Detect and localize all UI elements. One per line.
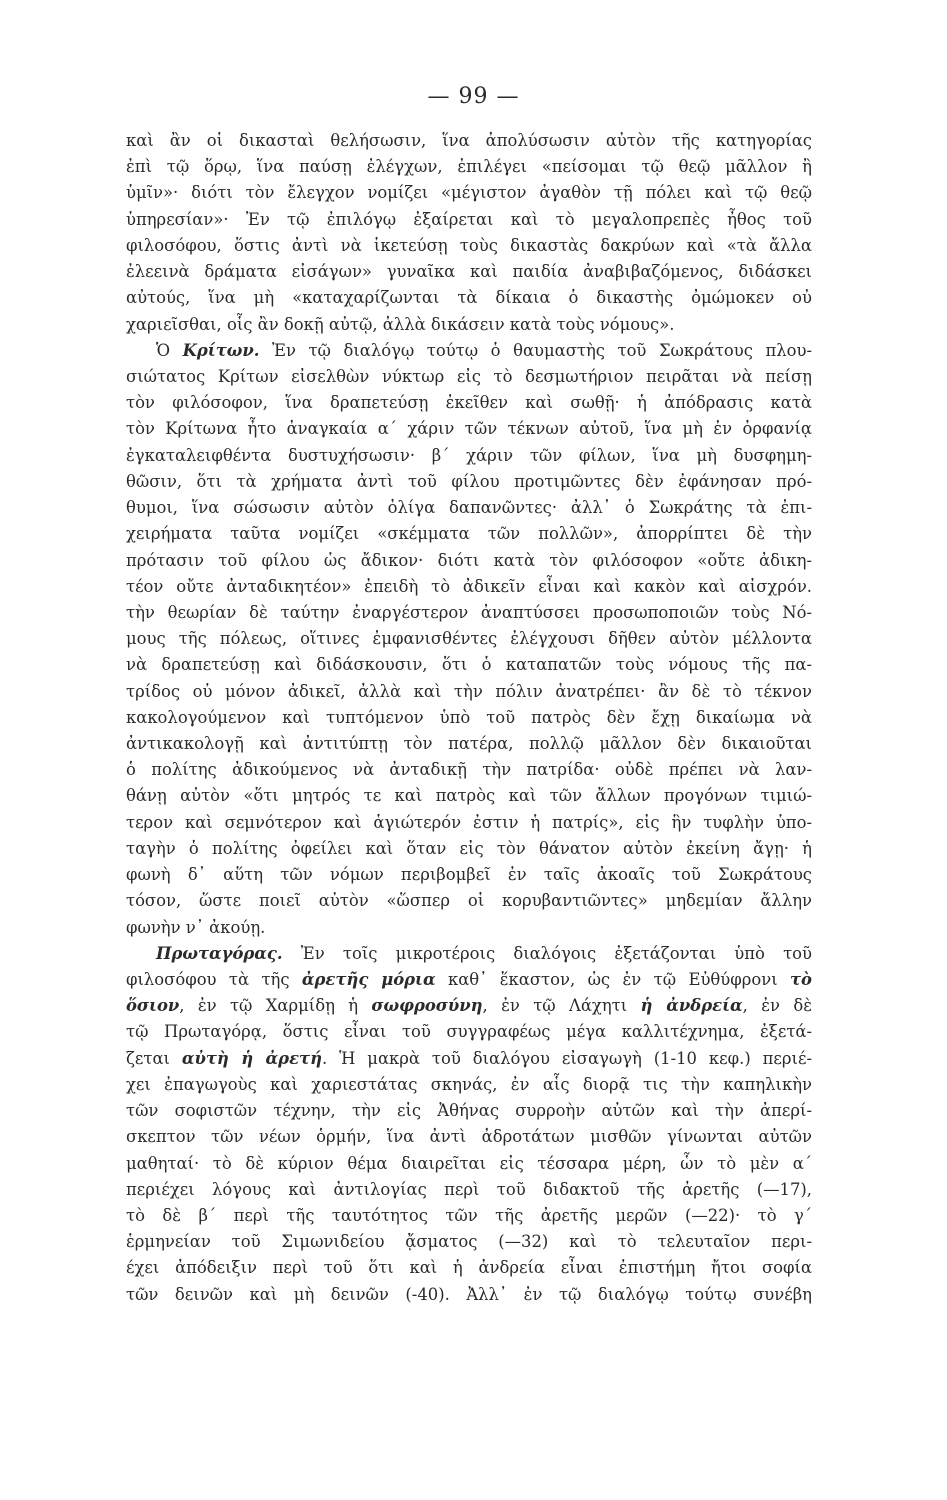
text-segment: τὸ δὲ β΄ περὶ τῆς ταυτότητος τῶν τῆς ἀρετῆς μερῶν (—22)· τὸ γ΄ bbox=[126, 1205, 812, 1225]
text-segment: . Ἡ μακρὰ τοῦ διαλόγου εἰσαγωγὴ (1-10 κεφ.) περιέ- bbox=[321, 1048, 812, 1068]
text-line bbox=[126, 679, 812, 705]
text-segment: ὑπηρεσίαν»· Ἐν τῷ ἐπιλόγῳ ἐξαίρεται καὶ τὸ μεγαλοπρεπὲς ἦθος τοῦ bbox=[126, 209, 812, 229]
text-segment: θῶσιν, ὅτι τὰ χρήματα ἀντὶ τοῦ φίλου προτιμῶντες δὲν ἐφάνησαν πρό- bbox=[126, 471, 812, 491]
text-line bbox=[126, 1098, 812, 1124]
text-line bbox=[126, 548, 812, 574]
text-line bbox=[126, 1203, 812, 1229]
text-segment: ἐπὶ τῷ ὅρῳ, ἵνα παύσῃ ἐλέγχων, ἐπιλέγει «πείσομαι τῷ θεῷ μᾶλλον ἢ bbox=[126, 157, 812, 177]
text-segment: ἐγκαταλειφθέντα δυστυχήσωσιν· β΄ χάριν τῶν φίλων, ἵνα μὴ δυσφημη- bbox=[126, 445, 812, 465]
emphasized-text: Πρωταγόρας. bbox=[156, 943, 283, 963]
text-line bbox=[126, 207, 812, 233]
text-line bbox=[126, 443, 812, 469]
text-line bbox=[126, 364, 812, 390]
emphasized-text: ὅσιον bbox=[126, 996, 180, 1016]
text-line bbox=[126, 180, 812, 206]
emphasized-text: αὐτὴ ἡ ἀρετή bbox=[181, 1048, 322, 1068]
text-line bbox=[126, 757, 812, 783]
emphasized-text: τὸ bbox=[790, 970, 812, 989]
text-line bbox=[126, 1282, 812, 1308]
text-line bbox=[126, 731, 812, 757]
text-segment: Ἐν τοῖς μικροτέροις διαλόγοις ἐξετάζονται ὑπὸ τοῦ bbox=[282, 943, 812, 963]
text-line bbox=[126, 888, 812, 914]
text-line bbox=[126, 521, 812, 547]
text-line bbox=[126, 154, 812, 180]
text-segment: ἀντικακολογῇ καὶ ἀντιτύπτῃ τὸν πατέρα, πολλῷ μᾶλλον δὲν δικαιοῦται bbox=[126, 734, 812, 754]
emphasized-text: Κρίτων. bbox=[182, 340, 260, 360]
text-line bbox=[126, 967, 812, 993]
text-segment: χαριεῖσθαι, οἷς ἂν δοκῇ αὐτῷ, ἀλλὰ δικάσειν κατὰ τοὺς νόμους». bbox=[126, 314, 675, 334]
text-segment: καὶ ἂν οἱ δικασταὶ θελήσωσιν, ἵνα ἀπολύσωσιν αὐτὸν τῆς κατηγορίας bbox=[126, 131, 812, 150]
text-line bbox=[126, 1229, 812, 1255]
text-line bbox=[126, 1046, 812, 1072]
text-segment: τέον οὔτε ἀνταδικητέον» ἐπειδὴ τὸ ἀδικεῖν εἶναι καὶ κακὸν καὶ αἰσχρόν. bbox=[126, 576, 812, 596]
text-line bbox=[126, 862, 812, 888]
text-segment: κακολογούμενον καὶ τυπτόμενον ὑπὸ τοῦ πατρὸς δὲν ἔχῃ δικαίωμα νὰ bbox=[126, 707, 812, 727]
text-line bbox=[126, 652, 812, 678]
text-segment: μαθηταί· τὸ δὲ κύριον θέμα διαιρεῖται εἰς τέσσαρα μέρη, ὧν τὸ μὲν α΄ bbox=[126, 1153, 812, 1173]
text-line bbox=[126, 600, 812, 626]
text-line bbox=[126, 128, 812, 154]
text-segment: φωνὴν ν᾽ ἀκούῃ. bbox=[126, 917, 266, 937]
text-line bbox=[126, 312, 812, 338]
emphasized-text: σωφροσύνη bbox=[371, 996, 483, 1016]
text-line bbox=[126, 390, 812, 416]
text-line bbox=[126, 810, 812, 836]
text-line bbox=[126, 469, 812, 495]
text-segment: νὰ δραπετεύσῃ καὶ διδάσκουσιν, ὅτι ὁ καταπατῶν τοὺς νόμους τῆς πα- bbox=[126, 655, 812, 675]
text-line bbox=[126, 705, 812, 731]
text-line bbox=[126, 993, 812, 1019]
text-segment: έχει ἀπόδειξιν περὶ τοῦ ὅτι καὶ ἡ ἀνδρεία εἶναι ἐπιστήμη ἤτοι σοφία bbox=[126, 1258, 812, 1278]
text-line bbox=[126, 1019, 812, 1045]
text-segment: τὸν Κρίτωνα ἦτο ἀναγκαία α΄ χάριν τῶν τέκνων αὐτοῦ, ἵνα μὴ ἐν ὀρφανίᾳ bbox=[126, 419, 812, 439]
text-line bbox=[126, 338, 812, 364]
text-segment: καθ᾽ ἕκαστον, ὡς ἐν τῷ Εὐθύφρονι bbox=[435, 970, 791, 989]
text-segment: τῶν σοφιστῶν τέχνην, τὴν εἰς Ἀθήνας συρροὴν αὐτῶν καὶ τὴν ἀπερί- bbox=[126, 1101, 812, 1121]
text-segment: χειρήματα ταῦτα νομίζει «σκέμματα τῶν πολλῶν», ἀπορρίπτει δὲ τὴν bbox=[126, 524, 812, 544]
text-line bbox=[126, 574, 812, 600]
text-segment: τόσον, ὥστε ποιεῖ αὐτὸν «ὥσπερ οἱ κορυβαντιῶντες» μηδεμίαν ἄλλην bbox=[126, 891, 812, 911]
text-segment: , ἐν δὲ bbox=[742, 996, 812, 1016]
text-line bbox=[126, 783, 812, 809]
emphasized-text: ἡ ἀνδρεία bbox=[640, 996, 743, 1016]
text-line bbox=[126, 259, 812, 285]
text-line bbox=[126, 915, 812, 941]
text-segment: ἑρμηνείαν τοῦ Σιμωνιδείου ᾄσματος (—32) καὶ τὸ τελευταῖον περι- bbox=[126, 1232, 812, 1252]
text-segment: τερον καὶ σεμνότερον καὶ ἁγιώτερόν ἐστιν ἡ πατρίς», εἰς ἣν τυφλὴν ὑπο- bbox=[126, 812, 812, 832]
text-line bbox=[126, 836, 812, 862]
text-line bbox=[126, 1072, 812, 1098]
text-line bbox=[126, 233, 812, 259]
text-segment: ἐλεεινὰ δράματα εἰσάγων» γυναῖκα καὶ παιδία ἀναβιβαζόμενος, διδάσκει bbox=[126, 262, 812, 282]
text-segment: τῷ Πρωταγόρᾳ, ὅστις εἶναι τοῦ συγγραφέως μέγα καλλιτέχνημα, ἐξετά- bbox=[126, 1022, 812, 1042]
text-segment: σιώτατος Κρίτων εἰσελθὼν νύκτωρ εἰς τὸ δεσμωτήριον πειρᾶται νὰ πείσῃ bbox=[126, 366, 812, 386]
text-segment: , ἐν τῷ Λάχητι bbox=[482, 996, 641, 1016]
body-text bbox=[126, 128, 812, 1308]
text-segment: ζεται bbox=[126, 1048, 182, 1068]
text-segment: σκεπτον τῶν νέων ὁρμήν, ἵνα ἀντὶ ἀδροτάτων μισθῶν γίνωνται αὐτῶν bbox=[126, 1127, 812, 1147]
text-segment: χει ἐπαγωγοὺς καὶ χαριεστάτας σκηνάς, ἐν αἷς διορᾷ τις τὴν καπηλικὴν bbox=[126, 1074, 812, 1094]
text-segment: φιλοσόφου τὰ τῆς bbox=[126, 970, 302, 989]
text-segment: πρότασιν τοῦ φίλου ὡς ἄδικον· διότι κατὰ τὸν φιλόσοφον «οὔτε ἀδικη- bbox=[126, 550, 812, 570]
text-line bbox=[126, 1124, 812, 1150]
text-segment: μους τῆς πόλεως, οἵτινες ἐμφανισθέντες ἐλέγχουσι δῆθεν αὐτὸν μέλλοντα bbox=[126, 629, 812, 649]
emphasized-text: ἀρετῆς μόρια bbox=[301, 970, 436, 989]
text-line bbox=[126, 1177, 812, 1203]
text-segment: , ἐν τῷ Χαρμίδῃ ἡ bbox=[179, 996, 372, 1016]
text-segment: θυμοι, ἵνα σώσωσιν αὐτὸν ὀλίγα δαπανῶντες· ἀλλ᾽ ὁ Σωκράτης τὰ ἐπι- bbox=[126, 498, 812, 518]
text-line bbox=[126, 1151, 812, 1177]
text-segment: θάνῃ αὐτὸν «ὅτι μητρός τε καὶ πατρὸς καὶ τῶν ἄλλων προγόνων τιμιώ- bbox=[126, 786, 812, 806]
text-segment: Ἐν τῷ διαλόγῳ τούτῳ ὁ θαυμαστὴς τοῦ Σωκράτους πλου- bbox=[259, 340, 812, 360]
text-segment: ὑμῖν»· διότι τὸν ἔλεγχον νομίζει «μέγιστον ἀγαθὸν τῇ πόλει καὶ τῷ θεῷ bbox=[126, 183, 812, 203]
page-number: — 99 — bbox=[427, 84, 520, 109]
text-segment: τρίδος οὐ μόνον ἀδικεῖ, ἀλλὰ καὶ τὴν πόλιν ἀνατρέπει· ἂν δὲ τὸ τέκνον bbox=[126, 681, 812, 701]
text-segment: ὁ πολίτης ἀδικούμενος νὰ ἀνταδικῇ τὴν πατρίδα· οὐδὲ πρέπει νὰ λαν- bbox=[126, 760, 812, 780]
text-line bbox=[126, 1255, 812, 1281]
text-line bbox=[126, 416, 812, 442]
text-segment: περιέχει λόγους καὶ ἀντιλογίας περὶ τοῦ διδακτοῦ τῆς ἀρετῆς (—17), bbox=[126, 1179, 812, 1199]
text-segment: τὴν θεωρίαν δὲ ταύτην ἐναργέστερον ἀναπτύσσει προσωποποιῶν τοὺς Νό- bbox=[126, 602, 812, 622]
text-line bbox=[126, 626, 812, 652]
text-line bbox=[126, 495, 812, 521]
text-segment: Ὁ bbox=[156, 340, 183, 360]
text-segment: φιλοσόφου, ὅστις ἀντὶ νὰ ἱκετεύσῃ τοὺς δικαστὰς δακρύων καὶ «τὰ ἄλλα bbox=[126, 235, 812, 255]
text-line bbox=[126, 941, 812, 967]
text-segment: ταγὴν ὁ πολίτης ὀφείλει καὶ ὅταν εἰς τὸν θάνατον αὐτὸν ἐκείνη ἄγῃ· ἡ bbox=[126, 838, 812, 858]
text-segment: τὸν φιλόσοφον, ἵνα δραπετεύσῃ ἐκεῖθεν καὶ σωθῇ· ἡ ἀπόδρασις κατὰ bbox=[126, 393, 812, 413]
text-segment: αὐτούς, ἵνα μὴ «καταχαρίζωνται τὰ δίκαια ὁ δικαστὴς ὀμώμοκεν οὐ bbox=[126, 288, 812, 308]
text-segment: φωνὴ δ᾽ αὕτη τῶν νόμων περιβομβεῖ ἐν ταῖς ἀκοαῖς τοῦ Σωκράτους bbox=[126, 865, 812, 885]
text-segment: τῶν δεινῶν καὶ μὴ δεινῶν (-40). Ἀλλ᾽ ἐν τῷ διαλόγῳ τούτῳ συνέβη bbox=[126, 1284, 812, 1304]
text-line bbox=[126, 285, 812, 311]
